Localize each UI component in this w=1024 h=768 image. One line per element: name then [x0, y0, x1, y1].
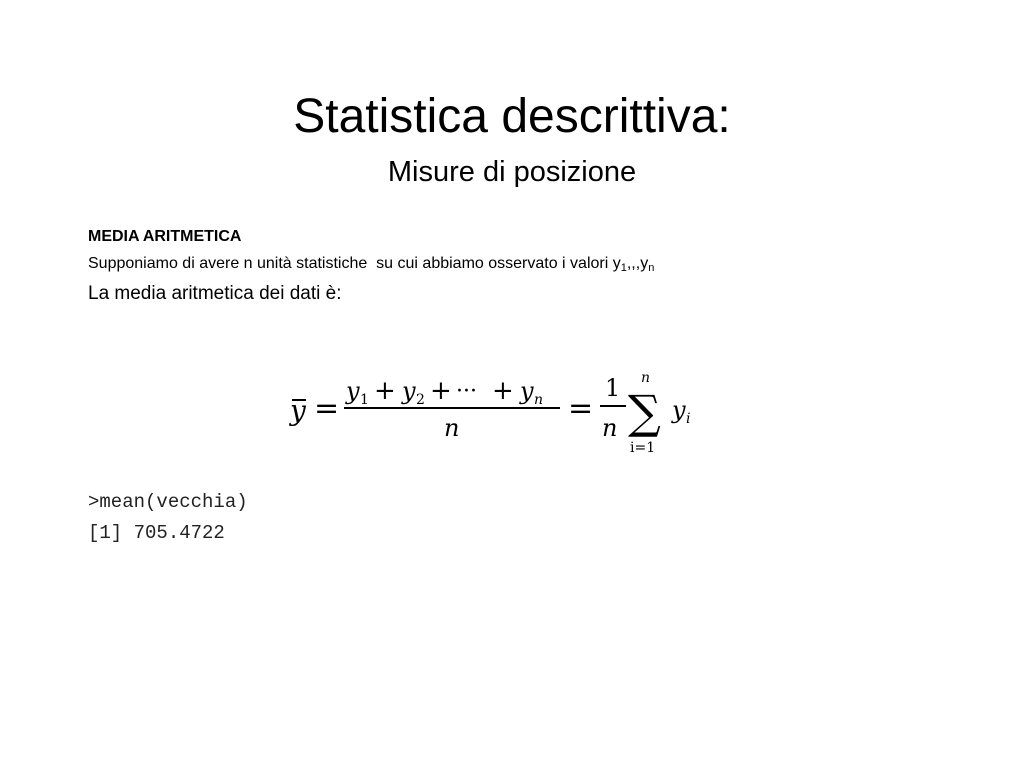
sum-lower-limit: i=1 [630, 440, 656, 456]
numerator-subn: n [534, 392, 544, 408]
numerator-sub2: 2 [416, 392, 425, 408]
one-over-n-numerator: 1 [605, 374, 621, 402]
numerator-y1: y [346, 377, 360, 405]
intro-subscript-first: 1 [620, 262, 627, 274]
sum-term-sub: i [686, 411, 691, 427]
one-over-n-denominator: n [602, 414, 618, 442]
code-output: [1] 705.4722 [88, 522, 225, 544]
equals-sign-1: = [314, 391, 340, 426]
lhs-y: y [290, 394, 306, 427]
arithmetic-mean-formula [286, 362, 706, 462]
slide-title: Statistica descrittiva: [293, 90, 731, 143]
numerator-yn: y [520, 377, 534, 405]
plus-1: + [374, 376, 396, 406]
denominator-n: n [444, 414, 460, 442]
intro-separator: ,,,y [626, 255, 649, 272]
plus-2: + [430, 376, 452, 406]
code-command: >mean(vecchia) [88, 491, 248, 513]
sum-term-y: y [672, 396, 686, 424]
sum-upper-limit: n [641, 370, 651, 386]
plus-3: + [492, 376, 514, 406]
intro-line [88, 254, 654, 278]
sum-sign: ∑ [628, 385, 661, 439]
equals-sign-2: = [568, 391, 594, 426]
slide-subtitle: Misure di posizione [387, 156, 637, 188]
intro-subscript-last: n [648, 262, 655, 274]
section-heading: MEDIA ARITMETICA [88, 228, 242, 245]
numerator-y2: y [402, 377, 416, 405]
numerator-sub1: 1 [360, 392, 369, 408]
ellipsis: ··· [456, 379, 477, 404]
mean-definition-line: La media aritmetica dei dati è: [88, 283, 342, 304]
intro-text: Supponiamo di avere n unità statistiche su cui abbiamo osservato i valori y [88, 255, 621, 272]
